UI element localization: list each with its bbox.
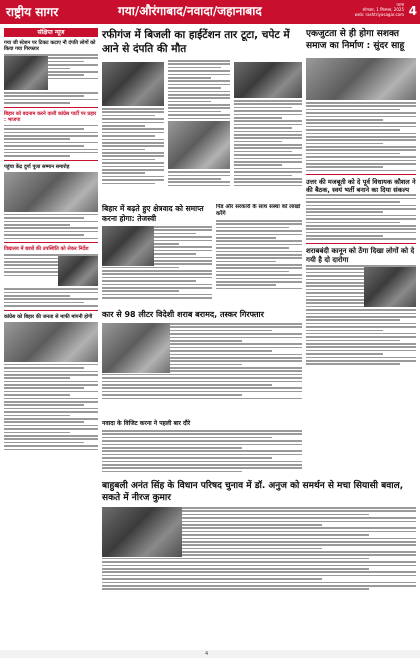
left-column	[4, 28, 98, 648]
right-headline: एकजुटता से ही होगा सशक्त समाज का निर्माण : सुंदर साहू	[306, 29, 405, 51]
right-story-3-headline: उत्तर की मजबूती को दे पूर्व विधायक कौशल ने की बैठक, स्वयं भर्ती बनाने का दिया संकल्प	[306, 178, 416, 195]
region-title: गया/औरंगाबाद/नवादा/जहानाबाद	[118, 4, 262, 18]
left-item-2-body	[4, 125, 98, 157]
left-item-3-body	[4, 214, 98, 239]
right-story-2-headline: शराबबंदी कानून को ठेंगा दिखा लोगों को दे गयी है दो दारोगा	[306, 247, 415, 265]
news-photo	[102, 226, 154, 266]
left-item-4-body	[4, 254, 98, 307]
masthead-city: पटना	[396, 2, 404, 7]
news-photo	[364, 267, 416, 307]
footer-page-label: 4	[205, 651, 209, 657]
main-story-col-2	[168, 60, 230, 188]
story-2-headline: बिहार में बढ़ते हुए क्षेत्रवाद को समाप्त करना होगा: तेजस्वी	[102, 204, 204, 223]
left-item-3: पहुंचा केंद्र दुर्गा पूजा सम्मान समारोह	[4, 163, 70, 170]
news-photo	[4, 322, 98, 362]
main-story	[102, 60, 302, 200]
news-photo	[102, 323, 170, 373]
masthead-info	[342, 2, 404, 17]
news-photo	[168, 121, 230, 169]
page-number: 4	[408, 4, 417, 18]
main-story-col-1	[102, 60, 164, 186]
story-3-headline: कार से 98 लीटर विदेशी शराब बरामद, तस्कर गिरफ्तार	[102, 310, 264, 319]
brand-name: राष्ट्रीय सागर	[6, 5, 59, 19]
left-item-1-body	[4, 54, 98, 104]
right-column	[306, 56, 416, 476]
left-item-5: कांग्रेस को बिहार की जनता से माफी मांगनी होगी	[4, 313, 93, 320]
story-3	[102, 310, 302, 401]
news-photo	[4, 172, 98, 212]
mid-story-headline: पिंड और सरकारी के साथ संस्था को लाखों करेंगे	[216, 204, 301, 217]
news-photo	[102, 62, 164, 106]
story-4-headline: नवादा के विजिट करना ने पहली बार दौरे	[102, 420, 191, 427]
bottom-headline: बाहुबली अनंत सिंह के विधान परिषद चुनाव में डॉ. अनुज को समर्थन से मचा सियासी बवाल, सकते में नीरज कुमार	[102, 481, 404, 503]
news-photo	[234, 62, 302, 98]
masthead	[0, 0, 420, 24]
masthead-website: web: rashtriyasagar.com	[354, 12, 404, 17]
mid-story	[216, 204, 302, 299]
news-photo	[58, 256, 98, 286]
main-story-col-3	[234, 60, 302, 188]
left-item-1: गया जी स्टेशन पर टिकट कटाए नौ दंपति लोगों को किया गया गिरफ्तार	[4, 40, 96, 52]
news-photo	[4, 56, 48, 90]
masthead-date: सोमवार, 1 सितम्बर, 2025	[362, 7, 404, 12]
story-4	[102, 420, 302, 474]
news-photo	[102, 507, 182, 557]
left-item-4: विद्यालय में छात्रों की उपस्थिति को लेकर निर्देश	[4, 246, 89, 253]
story-2	[102, 204, 212, 301]
section-label: संक्षिप्त न्यूज	[4, 28, 98, 37]
left-item-5-body	[4, 322, 98, 450]
news-photo	[306, 58, 416, 100]
left-item-2: बिहार को बदनाम करने वाली कांग्रेस पार्टी पर प्रहार : भाजपा	[4, 110, 97, 123]
main-headline: रफीगंज में बिजली का हाईटेंशन तार टूटा, चपेट में आने से दंपति की मौत	[102, 29, 290, 55]
page-footer	[0, 650, 420, 658]
bottom-story	[102, 480, 416, 592]
